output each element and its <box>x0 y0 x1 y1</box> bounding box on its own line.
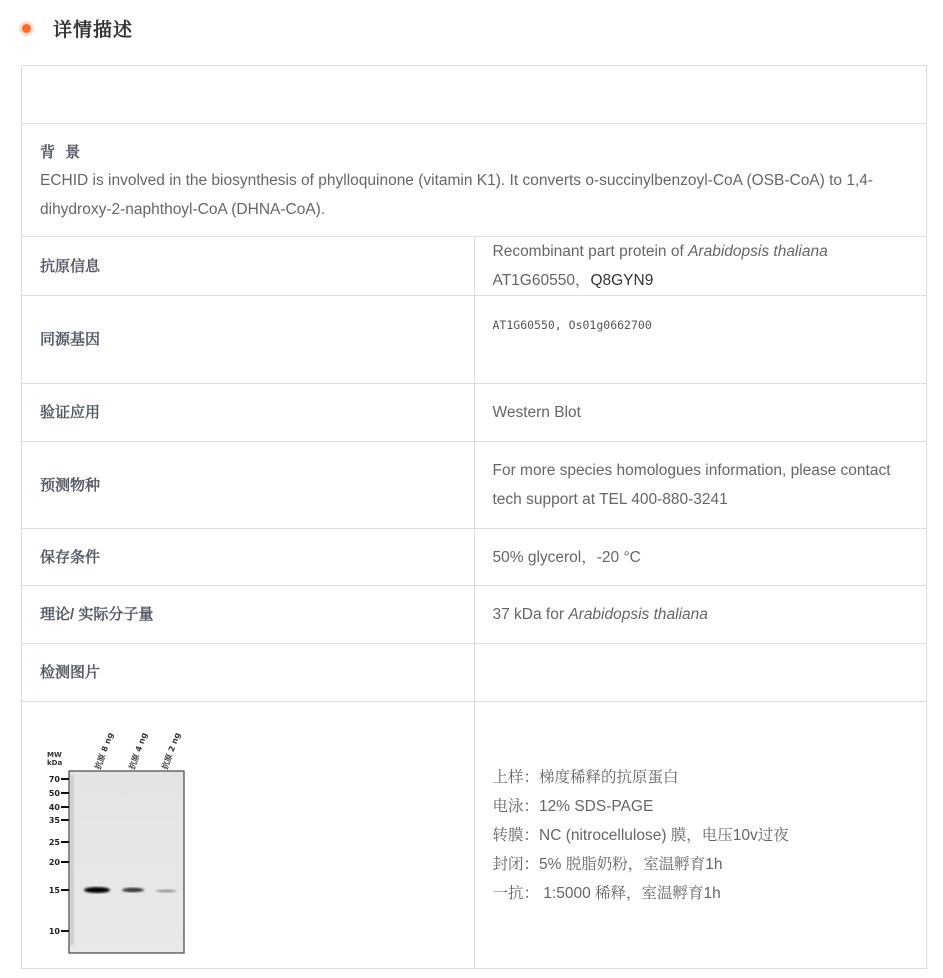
protocol-transfer: 转膜：NC (nitrocellulose) 膜，电压10v过夜 <box>492 826 789 844</box>
western-blot-image <box>22 702 188 968</box>
antigen-gene: AT1G60550， <box>492 272 591 289</box>
mw-species: Arabidopsis thaliana <box>568 606 708 623</box>
storage-row <box>22 529 927 586</box>
western-blot-figure <box>22 702 222 968</box>
antigen-label: 抗原信息 <box>22 237 475 296</box>
svg-text:kDa: kDa <box>47 759 63 767</box>
bullet-dot-icon <box>22 24 31 33</box>
protocol-loading: 上样：梯度稀释的抗原蛋白 <box>492 768 679 786</box>
spec-table <box>21 65 927 969</box>
mw-row <box>22 586 927 644</box>
protocol-electrophoresis: 电泳：12% SDS-PAGE <box>492 797 654 815</box>
storage-label: 保存条件 <box>22 529 475 586</box>
svg-text:70: 70 <box>48 775 60 784</box>
svg-text:25: 25 <box>48 838 60 847</box>
protocol-primary-antibody: 一抗： 1:5000 稀释，室温孵育1h <box>492 884 721 902</box>
image-label: 检测图片 <box>22 644 475 702</box>
section-header <box>0 0 943 58</box>
mw-value <box>474 586 927 644</box>
image-row <box>22 644 927 702</box>
antigen-prefix: Recombinant part protein of <box>492 243 689 260</box>
antigen-row <box>22 237 927 296</box>
svg-text:抗原 4 ng: 抗原 4 ng <box>127 731 150 771</box>
section-title: 详情描述 <box>53 20 134 41</box>
svg-text:MW: MW <box>47 751 62 759</box>
empty-row <box>22 66 927 124</box>
species-label: 预测物种 <box>22 442 475 529</box>
svg-text:20: 20 <box>48 858 60 867</box>
application-value: Western Blot <box>474 384 927 442</box>
background-text: ECHID is involved in the biosynthesis of phylloquinone (vitamin K1). It converts o-succinylbenzoyl-CoA (OSB-CoA) to 1,4-dihydroxy-2-naphthoyl-CoA (DHNA-CoA). <box>40 172 874 218</box>
blot-row <box>22 702 927 969</box>
protocol-blocking: 封闭：5% 脱脂奶粉，室温孵育1h <box>492 855 723 873</box>
homolog-label: 同源基因 <box>22 296 475 384</box>
antigen-accession: Q8GYN9 <box>590 272 654 289</box>
svg-text:抗原 2 ng: 抗原 2 ng <box>160 731 183 771</box>
svg-text:10: 10 <box>48 927 60 936</box>
svg-text:40: 40 <box>48 803 60 812</box>
antigen-value <box>474 237 927 296</box>
svg-text:50: 50 <box>48 789 60 798</box>
homolog-row <box>22 296 927 384</box>
background-row <box>22 124 927 237</box>
mw-label: 理论/ 实际分子量 <box>22 586 475 644</box>
protocol-cell <box>474 702 927 969</box>
storage-value: 50% glycerol，-20 °C <box>474 529 927 586</box>
antigen-species: Arabidopsis thaliana <box>688 243 828 260</box>
mw-prefix: 37 kDa for <box>492 606 569 623</box>
homolog-value: AT1G60550, Os01g0662700 <box>492 318 652 332</box>
svg-text:抗原 8 ng: 抗原 8 ng <box>93 731 116 771</box>
svg-text:15: 15 <box>48 886 60 895</box>
application-label: 验证应用 <box>22 384 475 442</box>
application-row <box>22 384 927 442</box>
species-row <box>22 442 927 529</box>
svg-text:35: 35 <box>48 816 60 825</box>
species-value: For more species homologues information, please contact tech support at TEL 400-880-3241 <box>474 442 927 529</box>
background-title: 背 景 <box>40 144 84 161</box>
